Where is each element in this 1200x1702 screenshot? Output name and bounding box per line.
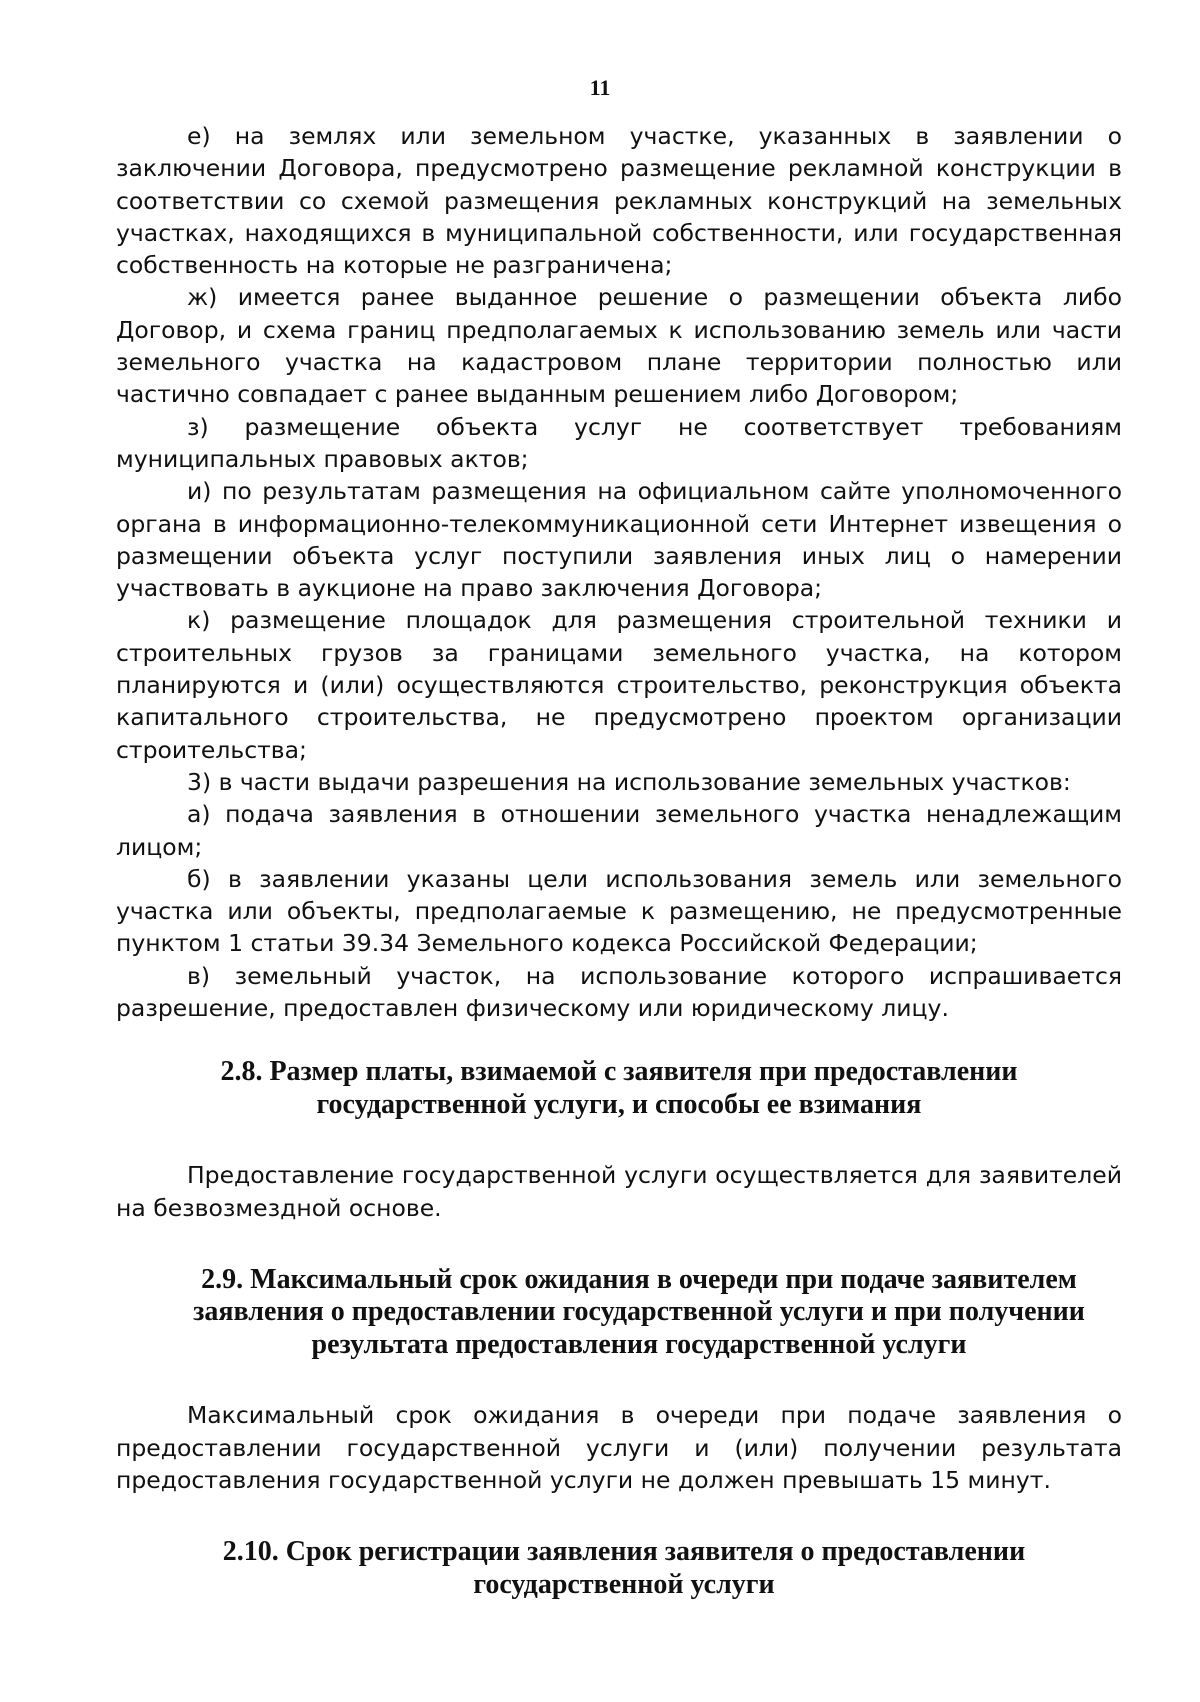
paragraph-z: з) размещение объекта услуг не соответствует требованиям муниципальных правовых актов; xyxy=(116,412,1122,473)
paragraph-v: в) земельный участок, на использование которого испрашивается разрешение, предоставлен физическому или юридическому лицу. xyxy=(116,961,1122,1023)
paragraph-3: 3) в части выдачи разрешения на использование земельных участков: xyxy=(187,767,1071,796)
page-number: 11 xyxy=(589,75,611,100)
section-2-9-heading: 2.9. Максимальный срок ожидания в очереди при подаче заявителем заявления о предоставлении государственной услуги и при получении результата предоставления государственной услуги xyxy=(193,1263,1085,1360)
section-2-9-text: Максимальный срок ожидания в очереди при подаче заявления о предоставлении государственной услуги и (или) получении результата предоставления государственной услуги не должен превышать 15 минут. xyxy=(116,1401,1122,1494)
section-2-8-text: Предоставление государственной услуги осуществляется для заявителей на безвозмездной основе. xyxy=(116,1161,1122,1222)
paragraph-b: б) в заявлении указаны цели использования земель или земельного участка или объекты, предполагаемые к размещению, не предусмотренные пунктом 1 статьи 39.34 Земельного кодекса Российской Федерации; xyxy=(116,864,1122,958)
section-2-8-heading: 2.8. Размер платы, взимаемой с заявителя при предоставлении государственной услуги, и способы ее взимания xyxy=(220,1056,1018,1120)
paragraph-zh: ж) имеется ранее выданное решение о размещении объекта либо Договор, и схема границ предполагаемых к использованию земель или части земельного участка на кадастровом плане территории полностью или частично совпадает с ранее выданным решением либо Договором; xyxy=(116,283,1122,409)
page-content xyxy=(116,120,1122,1601)
paragraph-e: е) на землях или земельном участке, указанных в заявлении о заключении Договора, предусмотрено размещение рекламной конструкции в соответствии со схемой размещения рекламных конструкций на земельных участках, находящихся в муниципальной собственности, или государственная собственность на которые не разграничена; xyxy=(116,122,1122,280)
paragraph-i: и) по результатам размещения на официальном сайте уполномоченного органа в информационно-телекоммуникационной сети Интернет извещения о размещении объекта услуг поступили заявления иных лиц о намерении участвовать в аукционе на право заключения Договора; xyxy=(116,477,1122,603)
section-2-10-heading: 2.10. Срок регистрации заявления заявителя о предоставлении государственной услуги xyxy=(222,1536,1026,1600)
paragraph-a: а) подача заявления в отношении земельного участка ненадлежащим лицом; xyxy=(116,800,1122,861)
paragraph-k: к) размещение площадок для размещения строительной техники и строительных грузов за границами земельного участка, на котором планируются и (или) осуществляются строительство, реконструкция объекта капитального строительства, не предусмотрено проектом организации строительства; xyxy=(116,606,1122,764)
